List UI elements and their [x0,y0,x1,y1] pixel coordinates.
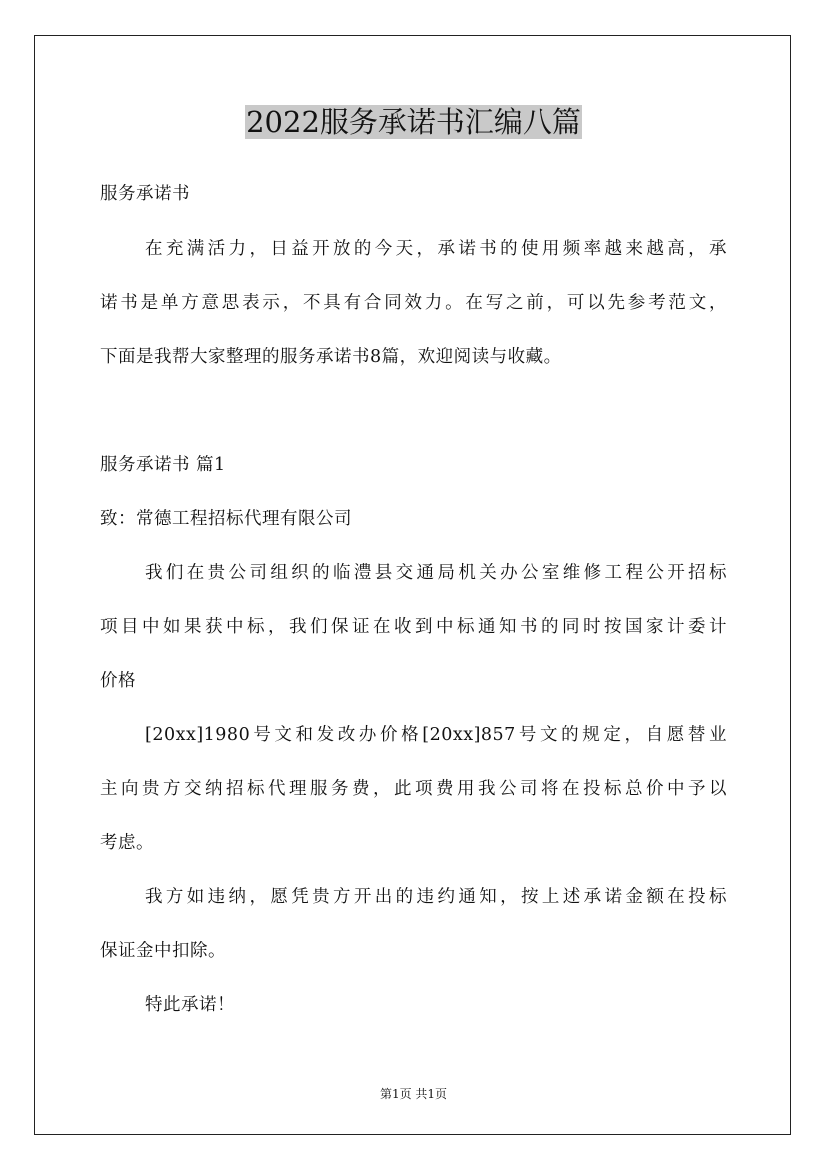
p2-line-1: [20xx]1980号文和发改办价格[20xx]857号文的规定，自愿替业 [145,725,727,745]
addressee: 致：常德工程招标代理有限公司 [100,509,352,529]
p1-line-2: 项目中如果获中标，我们保证在收到中标通知书的同时按国家计委计 [100,617,727,637]
intro-line-2: 诺书是单方意思表示，不具有合同效力。在写之前，可以先参考范文， [100,293,727,313]
p1-line-3: 价格 [100,671,136,691]
closing: 特此承诺！ [145,995,235,1015]
section-title: 服务承诺书 篇1 [100,455,226,475]
intro-line-1: 在充满活力，日益开放的今天，承诺书的使用频率越来越高，承 [145,239,727,259]
p2-line-3: 考虑。 [100,833,154,853]
page-footer: 第1页 共1页 [379,1087,448,1101]
p2-line-2: 主向贵方交纳招标代理服务费，此项费用我公司将在投标总价中予以 [100,779,727,799]
p3-line-2: 保证金中扣除。 [100,941,226,961]
intro-line-3: 下面是我帮大家整理的服务承诺书8篇，欢迎阅读与收藏。 [100,347,562,367]
heading: 服务承诺书 [100,184,190,204]
p1-line-1: 我们在贵公司组织的临澧县交通局机关办公室维修工程公开招标 [145,563,727,583]
document-title: 2022服务承诺书汇编八篇 [246,105,581,139]
p3-line-1: 我方如违纳，愿凭贵方开出的违约通知，按上述承诺金额在投标 [145,887,727,907]
